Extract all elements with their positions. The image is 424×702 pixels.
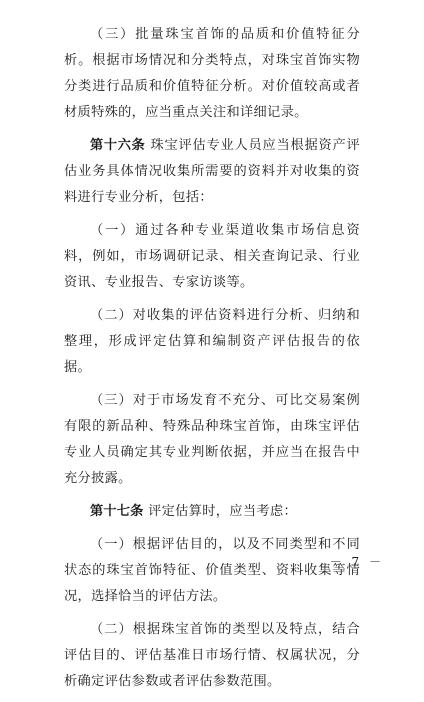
paragraph-item-3-new-varieties — [64, 388, 360, 492]
paragraph-text: （一）通过各种专业渠道收集市场信息资料，例如，市场调研记录、相关查询记录、行业资讯、专业报告、专家访谈等。 — [64, 223, 360, 290]
paragraph-text: （三）对于市场发育不充分、可比交易案例有限的新品种、特殊品种珠宝首饰，由珠宝评估专业人员确定其专业判断依据，并应当在报告中充分披露。 — [64, 393, 360, 486]
paragraph-item-1-market-info — [64, 218, 360, 296]
paragraph-item-2-analysis — [64, 303, 360, 381]
page-number: － 7 － — [329, 555, 384, 569]
paragraph-article-17 — [64, 499, 360, 525]
paragraph-article-16 — [64, 133, 360, 211]
paragraph-batch-jewelry-analysis — [64, 22, 360, 126]
article-number: 第十七条 — [90, 504, 144, 519]
paragraph-text: （二）根据珠宝首饰的类型以及特点，结合评估目的、评估基准日市场行情、权属状况，分析确定评估参数或者评估参数范围。 — [64, 622, 360, 689]
document-body — [64, 22, 360, 702]
paragraph-text: （二）对收集的评估资料进行分析、归纳和整理，形成评定估算和编制资产评估报告的依据。 — [64, 308, 360, 375]
paragraph-text: （三）批量珠宝首饰的品质和价值特征分析。根据市场情况和分类特点，对珠宝首饰实物分类进行品质和价值特征分析。对价值较高或者材质特殊的，应当重点关注和详细记录。 — [64, 27, 360, 120]
paragraph-item-1-method-selection — [64, 532, 360, 610]
paragraph-text: 评定估算时，应当考虑： — [148, 504, 298, 519]
article-number: 第十六条 — [90, 138, 146, 153]
paragraph-text: （一）根据评估目的，以及不同类型和不同状态的珠宝首饰特征、价值类型、资料收集等情况，选择恰当的评估方法。 — [64, 537, 360, 604]
paragraph-item-2-parameters — [64, 617, 360, 695]
paragraph-text: 珠宝评估专业人员应当根据资产评估业务具体情况收集所需要的资料并对收集的资料进行专业分析，包括： — [64, 138, 361, 205]
